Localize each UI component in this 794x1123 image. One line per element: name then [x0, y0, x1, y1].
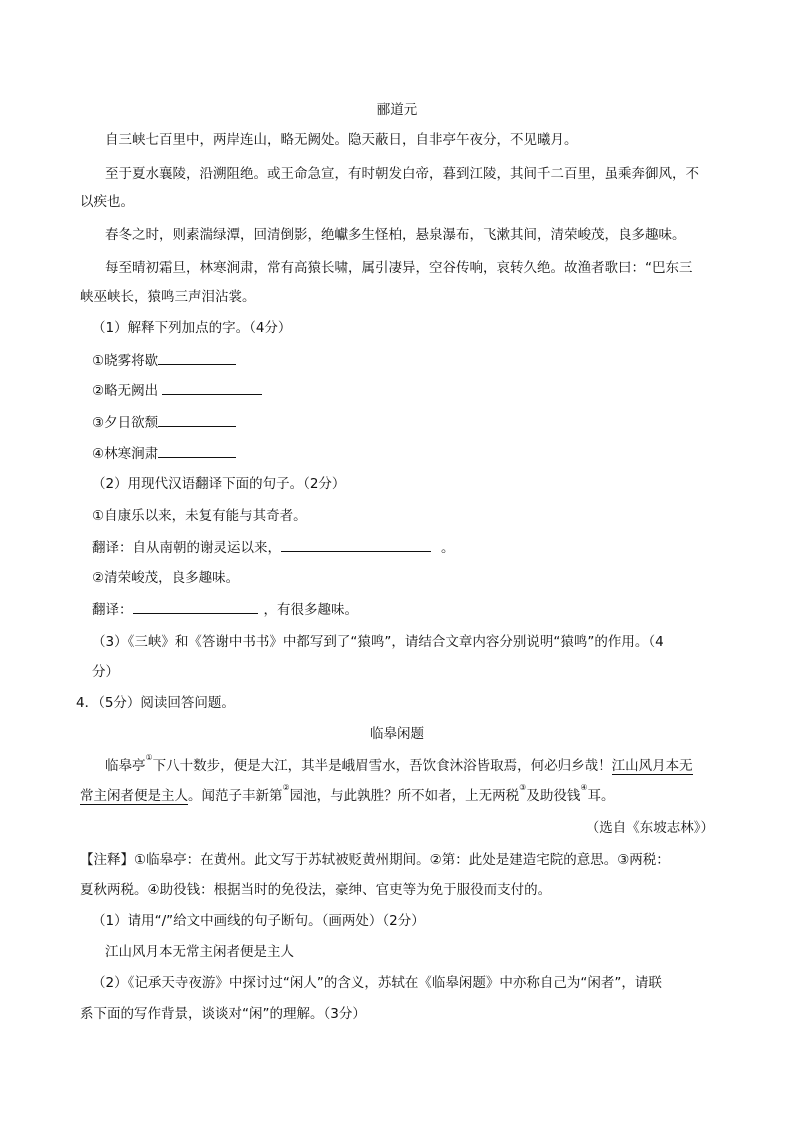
q2-sentence-1: ①自康乐以来，未复有能与其奇者。	[92, 508, 307, 524]
q4-title: 临皋闲题	[370, 726, 424, 742]
q3-line-2: 分）	[92, 664, 119, 680]
q2-title: （2）用现代汉语翻译下面的句子。（2分）	[92, 476, 346, 492]
q4-sub2-b: 系下面的写作背景，谈谈对“闲”的理解。（3分）	[80, 1006, 366, 1022]
q4-note-1: 【注释】①临皋亭：在黄州。此文写于苏轼被贬黄州期间。②第：此处是建造宅院的意思。③两税：	[80, 852, 670, 868]
q4-header: 4．（5分）阅读回答问题。	[76, 695, 235, 711]
q3-line-1: （3）《三峡》和《答谢中书书》中都写到了“猿鸣”，请结合文章内容分别说明“猿鸣”的作用。（4	[92, 634, 664, 650]
passage-p2-b: 以疾也。	[80, 194, 134, 210]
q2-sentence-2: ②清荣峻茂，良多趣味。	[92, 570, 240, 586]
q4-note-2: 夏秋两税。④助役钱：根据当时的免役法，豪绅、官吏等为免于服役而支付的。	[80, 882, 552, 898]
q4-source: （选自《东坡志林》）	[585, 820, 714, 836]
passage-p4-b: 峡巫峡长，猿鸣三声泪沾裳。	[80, 289, 256, 305]
q1-item-4: ④林寒涧肃	[92, 443, 236, 464]
q4-passage-line-1: 临皋亭①下八十数步，便是大江，其半是峨眉雪水，吾饮食沐浴皆取焉，何必归乡哉！江山风月本无	[105, 752, 693, 774]
author: 郦道元	[376, 102, 418, 118]
q2-translation-2: 翻译： ，有很多趣味。	[92, 599, 358, 620]
q1-title: （1）解释下列加点的字。（4分）	[92, 320, 292, 336]
passage-p2-a: 至于夏水襄陵，沿溯阻绝。或王命急宣，有时朝发白帝，暮到江陵，其间千二百里，虽乘奔御风，不	[105, 166, 699, 182]
q4-sub2-a: （2）《记承天寺夜游》中探讨过“闲人”的含义，苏轼在《临皋闲题》中亦称自己为“闲者”，请联	[92, 975, 662, 991]
q4-sub1: （1）请用“/”给文中画线的句子断句。（画两处）（2分）	[92, 913, 425, 929]
q4-sub1-sentence: 江山风月本无常主闲者便是主人	[105, 944, 294, 960]
passage-p3: 春冬之时，则素湍绿潭，回清倒影，绝巘多生怪柏，悬泉瀑布，飞漱其间，清荣峻茂，良多趣味。	[105, 227, 686, 243]
passage-p1: 自三峡七百里中，两岸连山，略无阙处。隐天蔽日，自非亭午夜分，不见曦月。	[105, 132, 578, 148]
q2-translation-1: 翻译：自从南朝的谢灵运以来， 。	[92, 537, 455, 558]
q1-item-1: ①晓雾将歇	[92, 350, 236, 371]
q1-item-2: ②略无阙出	[92, 380, 262, 401]
passage-p4-a: 每至晴初霜旦，林寒涧肃，常有高猿长啸，属引凄异，空谷传响，哀转久绝。故渔者歌曰：“巴东三	[105, 260, 693, 276]
q4-passage-line-2: 常主闲者便是主人。闻范子丰新第②园池，与此孰胜？所不如者，上无两税③及助役钱④耳。	[80, 782, 615, 804]
q1-item-3: ③夕日欲颓	[92, 412, 236, 433]
